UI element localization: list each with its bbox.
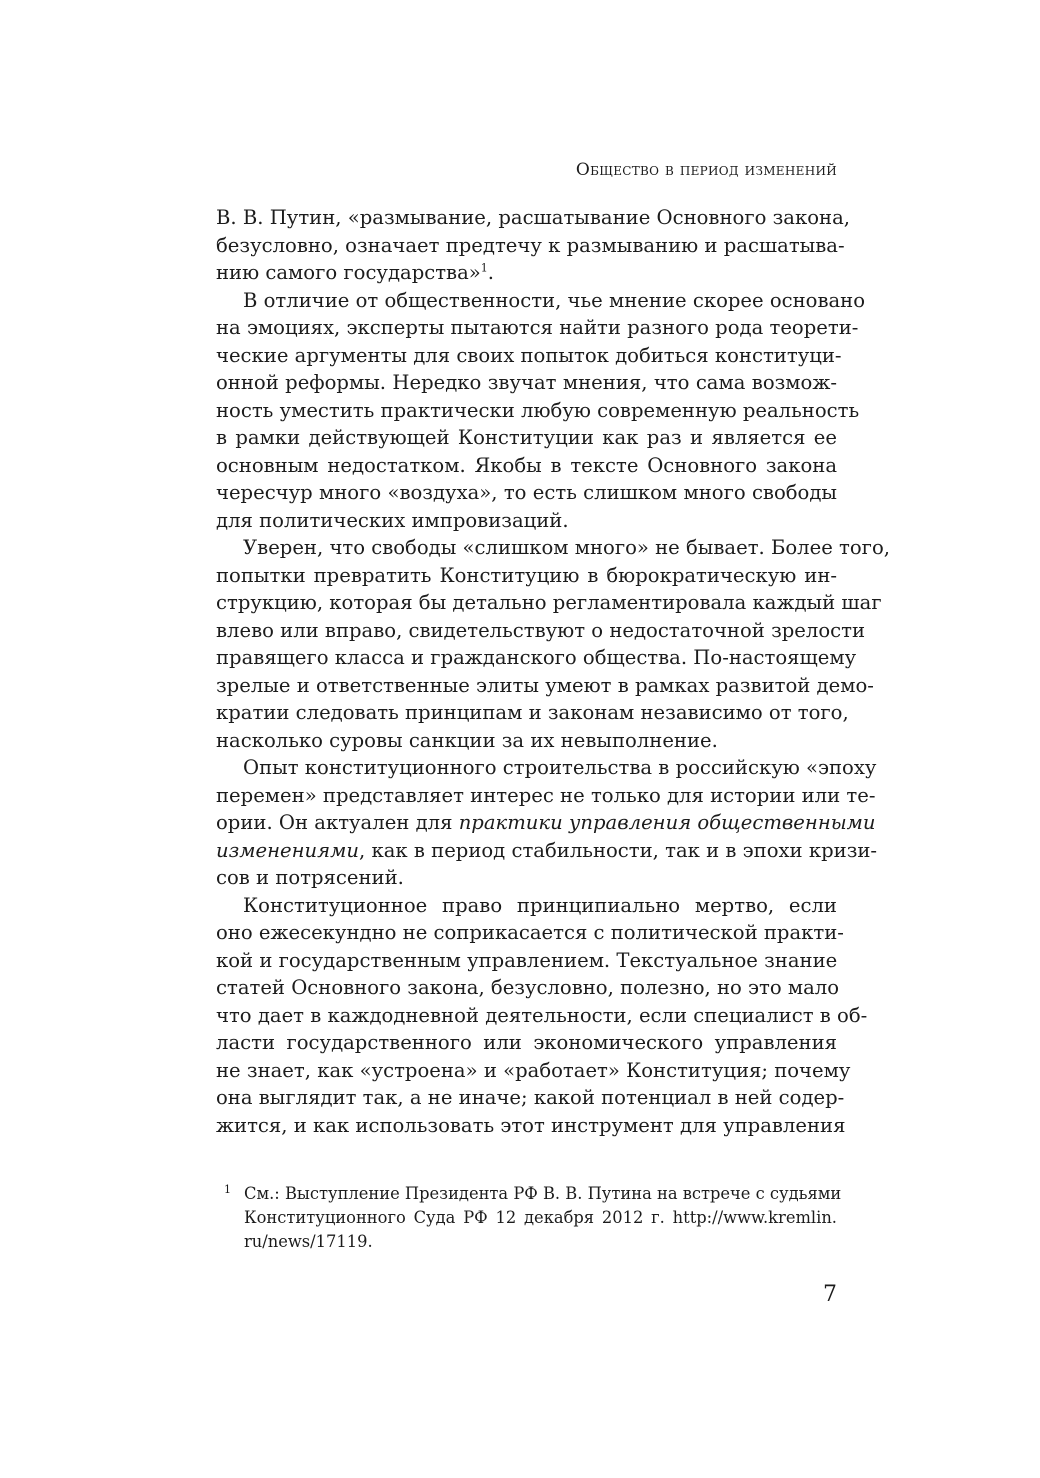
text-line: она выглядит так, а не иначе; какой потенциал в ней содер- <box>216 1086 845 1109</box>
text-line: онной реформы. Нередко звучат мнения, что сама возмож- <box>216 371 837 394</box>
footnote-line: ru/news/17119. <box>244 1232 373 1251</box>
text-line: жится, и как использовать этот инструмент для управления <box>216 1113 846 1137</box>
italic-emphasis: практики управления общественными <box>458 811 876 834</box>
text-line: в рамки действующей Конституции как раз и является ее <box>216 426 837 449</box>
text-line: основным недостатком. Якобы в тексте Основного закона <box>216 453 837 477</box>
text-line <box>216 809 876 837</box>
text-line: Конституционное право принципиально мертво, если <box>243 893 837 917</box>
footnote-line: Конституционного Суда РФ 12 декабря 2012 г. http://www.kremlin. <box>244 1208 837 1227</box>
italic-emphasis: изменениями <box>216 838 360 862</box>
text-line: ласти государственного или экономического управления <box>216 1031 837 1054</box>
page-number: 7 <box>823 1282 837 1307</box>
running-head: Общество в период изменений <box>575 160 837 180</box>
text-line: кратии следовать принципам и законам независимо от того, <box>216 701 849 724</box>
text-line: правящего класса и гражданского общества. По-настоящему <box>216 646 857 669</box>
text-span: . <box>487 261 494 284</box>
text-line: ческие аргументы для своих попыток добиться конституци- <box>216 343 842 367</box>
text-line: безусловно, означает предтечу к размыванию и расшатыва- <box>216 233 845 257</box>
text-line: перемен» представляет интерес не только для истории или те- <box>216 783 876 807</box>
text-line: Опыт конституционного строительства в российскую «эпоху <box>243 756 877 779</box>
body-text <box>216 204 890 1139</box>
text-line: струкцию, которая бы детально регламентировала каждый шаг <box>216 591 882 614</box>
text-line: статей Основного закона, безусловно, полезно, но это мало <box>216 976 840 999</box>
text-line: не знает, как «устроена» и «работает» Конституция; почему <box>216 1058 851 1082</box>
text-span: ории. Он актуален для <box>216 811 459 834</box>
text-line: Уверен, что свободы «слишком много» не бывает. Более того, <box>243 536 890 559</box>
text-line: ность уместить практически любую современную реальность <box>216 398 860 422</box>
text-line: чересчур много «воздуха», то есть слишком много свободы <box>216 481 837 504</box>
text-line: кой и государственным управлением. Текстуальное знание <box>216 948 838 972</box>
text-line: зрелые и ответственные элиты умеют в рамках развитой демо- <box>216 673 874 697</box>
text-line: В отличие от общественности, чье мнение скорее основано <box>243 288 866 312</box>
text-line: для политических импровизаций. <box>216 508 569 532</box>
footnote-reference[interactable]: 1 <box>480 261 488 275</box>
footnote <box>216 1182 842 1254</box>
text-line: оно ежесекундно не соприкасается с политической практи- <box>216 921 844 944</box>
text-line: влево или вправо, свидетельствуют о недостаточной зрелости <box>216 618 866 642</box>
text-line: насколько суровы санкции за их невыполнение. <box>216 728 718 752</box>
text-line: на эмоциях, эксперты пытаются найти разного рода теорети- <box>216 316 859 339</box>
footnote-line: См.: Выступление Президента РФ В. В. Путина на встрече с судьями <box>244 1184 842 1203</box>
text-line: попытки превратить Конституцию в бюрократическую ин- <box>216 563 837 587</box>
text-line: что дает в каждодневной деятельности, если специалист в об- <box>216 1003 868 1027</box>
footnote-number: 1 <box>224 1183 231 1196</box>
text-line: сов и потрясений. <box>216 866 404 889</box>
text-span: , как в период стабильности, так и в эпохи кризи- <box>359 838 878 862</box>
text-line <box>216 259 837 287</box>
text-span: нию самого государства» <box>216 261 481 284</box>
text-line <box>216 837 878 865</box>
text-line: В. В. Путин, «размывание, расшатывание Основного закона, <box>216 206 850 229</box>
